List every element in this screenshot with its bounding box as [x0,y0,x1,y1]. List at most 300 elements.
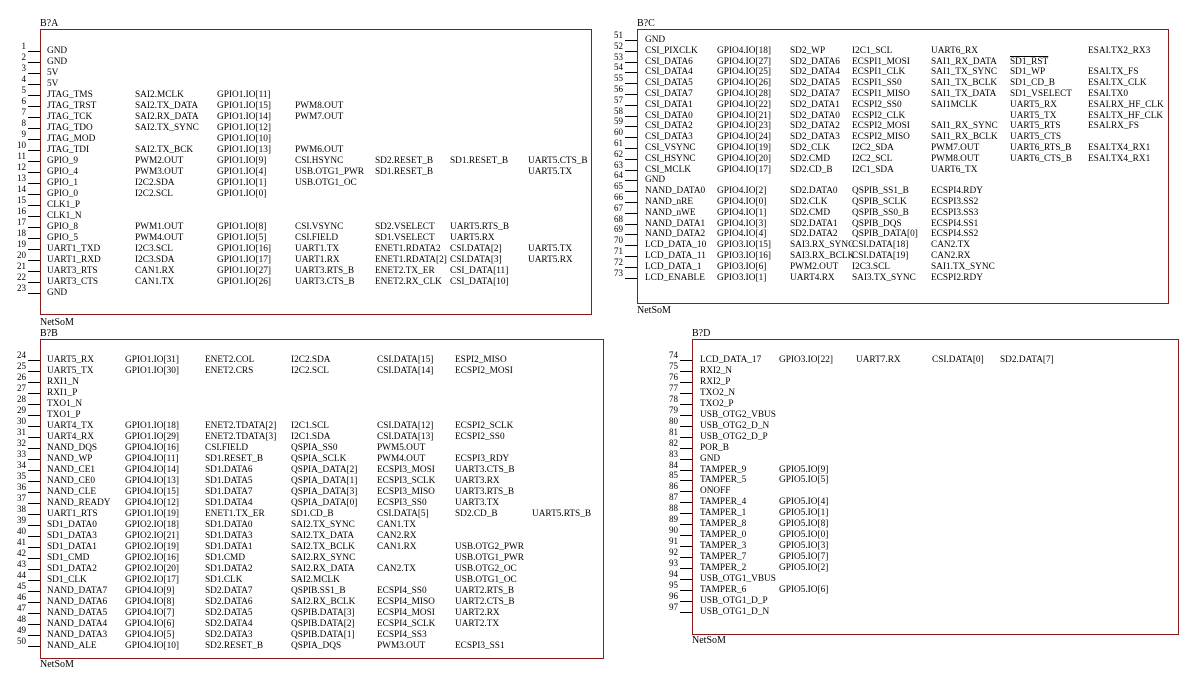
pin-signal-name: CSI_DATA1 [645,100,693,110]
pin-number: 20 [17,250,26,260]
pin-alt-function: CSI.FIELD [205,443,249,453]
pin-number: 44 [17,570,26,580]
pin-number: 60 [614,127,623,137]
pin-line [28,282,40,283]
pin-line [28,293,40,294]
pin-alt-function: GPIO1.IO[13] [217,145,271,155]
pin-line [28,205,40,206]
pin-alt-function: PWM3.OUT [135,167,184,177]
pin-alt-function: SD2.VSELECT [375,222,435,232]
pin-alt-function: SD2.DATA[7] [1000,355,1054,365]
pin-alt-function: GPIO3.IO[1] [717,273,767,283]
pin-alt-function: UART5_RX [1010,100,1057,110]
pin-signal-name: SD1_DATA1 [47,542,97,552]
pin-number: 43 [17,559,26,569]
pin-signal-name: RXI2_P [700,377,731,387]
pin-line [625,256,637,257]
pin-alt-function: GPIO1.IO[12] [217,123,271,133]
pin-alt-function: I2C1.SCL [291,421,329,431]
pin-signal-name: CSI_DATA7 [645,89,693,99]
pin-alt-function: ENET1.TX_ER [205,509,265,519]
pin-alt-function: PWM8.OUT [931,154,980,164]
pin-signal-name: GPIO_0 [47,189,78,199]
pin-line [28,624,40,625]
pin-signal-name: UART3_RTS [47,266,98,276]
pin-line [28,194,40,195]
pin-alt-function: GPIO1.IO[29] [125,432,179,442]
pin-number: 96 [669,591,678,601]
pin-signal-name: NAND_DATA0 [645,186,706,196]
pin-signal-name: GND [645,175,666,185]
pin-alt-function: ENET2.COL [205,355,255,365]
pin-line [680,568,692,569]
pin-signal-name: 5V [47,68,59,78]
pin-alt-function: SD1_RST [1010,57,1049,67]
pin-number: 40 [17,526,26,536]
pin-line [28,172,40,173]
pin-alt-function: ECSPI3_SS1 [455,641,505,651]
pin-signal-name: TXO2_N [700,388,736,398]
pin-alt-function: GPIO5.IO[5] [779,475,829,485]
pin-signal-name: TXO1_N [47,399,83,409]
pin-alt-function: SD1.RESET_B [205,454,264,464]
pin-line [680,579,692,580]
pin-alt-function: QSPIB.SS1_B [291,586,346,596]
pin-signal-name: 5V [47,79,59,89]
pin-alt-function: SD2_DATA1 [790,100,840,110]
pin-line [28,62,40,63]
pin-signal-name: JTAG_TRST [47,101,97,111]
pin-alt-function: GPIO5.IO[4] [779,497,829,507]
pin-alt-function: GPIO4.IO[27] [717,57,771,67]
pin-alt-function: SD1.DATA6 [205,465,253,475]
pin-signal-name: POR_B [700,443,729,453]
pin-number: 52 [614,41,623,51]
pin-alt-function: GPIO4.IO[1] [717,208,767,218]
pin-alt-function: SD2_DATA7 [790,89,840,99]
pin-signal-name: RXI1_P [47,388,78,398]
pin-alt-function: ESAI.TX4_RX1 [1088,154,1151,164]
pin-alt-function: GPIO5.IO[8] [779,519,829,529]
pin-line [625,278,637,279]
pin-alt-function: ENET2.TDATA[2] [205,421,277,431]
pin-alt-function: ECSPI2_CLK [852,111,906,121]
pin-alt-function: SD2.CLK [790,197,828,207]
pin-alt-function: SD2.RESET_B [205,641,264,651]
pin-line [28,139,40,140]
pin-alt-function: PWM4.OUT [135,233,184,243]
pin-alt-function: GPIO3.IO[15] [717,240,771,250]
pin-signal-name: UART1_TXD [47,244,101,254]
pin-alt-function: QSPIA_SS0 [291,443,338,453]
pin-line [28,227,40,228]
pin-alt-function: PWM5.OUT [377,443,426,453]
pin-number: 61 [614,138,623,148]
pin-alt-function: PWM6.OUT [295,145,344,155]
pin-signal-name: NAND_DATA2 [645,229,706,239]
pin-number: 87 [669,492,678,502]
pin-signal-name: NAND_DATA4 [47,619,108,629]
pin-alt-function: GPIO5.IO[9] [779,465,829,475]
pin-signal-name: GND [700,454,721,464]
pin-line [680,448,692,449]
pin-signal-name: GND [47,288,68,298]
pin-line [28,580,40,581]
pin-number: 25 [17,361,26,371]
pin-number: 85 [669,470,678,480]
pin-alt-function: USB.OTG1_PWR [295,167,364,177]
pin-line [28,404,40,405]
pin-alt-function: I2C1_SDA [852,165,894,175]
pin-alt-function: SAI2.TX_BCLK [291,542,355,552]
pin-alt-function: SAI1_TX_BCLK [931,78,998,88]
pin-alt-function: GPIO4.IO[22] [717,100,771,110]
pin-alt-function: SAI2.RX_DATA [135,112,199,122]
pin-number: 50 [17,636,26,646]
pin-number: 30 [17,416,26,426]
pin-line [28,382,40,383]
pin-number: 47 [17,603,26,613]
pin-alt-function: ECSPI3_SCLK [377,476,436,486]
pin-signal-name: UART3_CTS [47,277,99,287]
pin-signal-name: UART4_RX [47,432,94,442]
pin-signal-name: NAND_DATA6 [47,597,108,607]
pin-alt-function: ESPI2_MISO [455,355,507,365]
pin-alt-function: GPIO1.IO[16] [217,244,271,254]
pin-signal-name: NAND_DQS [47,443,98,453]
pin-line [625,180,637,181]
pin-alt-function: I2C3.SDA [135,255,175,265]
pin-number: 57 [614,95,623,105]
pin-line [28,459,40,460]
pin-number: 69 [614,224,623,234]
pin-alt-function: ECSPI2_SS0 [852,100,902,110]
pin-number: 41 [17,537,26,547]
pin-alt-function: ESAI.RX_HF_CLK [1088,100,1164,110]
pin-alt-function: GPIO1.IO[18] [125,421,179,431]
pin-alt-function: ECSPI3_MISO [377,487,435,497]
block-c-footer: NetSoM [637,305,671,316]
pin-number: 32 [17,438,26,448]
pin-alt-function: SAI1.TX_SYNC [931,262,995,272]
pin-number: 4 [21,74,26,84]
pin-line [28,437,40,438]
pin-number: 10 [17,140,26,150]
pin-number: 2 [21,52,26,62]
pin-signal-name: CSI_DATA0 [645,111,693,121]
pin-number: 34 [17,460,26,470]
pin-line [625,51,637,52]
pin-alt-function: CAN2.TX [931,240,970,250]
pin-alt-function: UART5.RX [450,233,495,243]
pin-alt-function: SD2.DATA4 [205,619,253,629]
pin-alt-function: GPIO4.IO[16] [125,443,179,453]
pin-number: 86 [669,481,678,491]
pin-alt-function: ESAI.TX_HF_CLK [1088,111,1164,121]
pin-alt-function: GPIO3.IO[16] [717,251,771,261]
pin-line [680,590,692,591]
pin-signal-name: GPIO_8 [47,222,78,232]
pin-signal-name: NAND_ALE [47,641,97,651]
pin-signal-name: NAND_DATA3 [47,630,108,640]
pin-signal-name: TAMPER_7 [700,552,747,562]
pin-line [625,94,637,95]
pin-alt-function: SAI1_TX_DATA [931,89,997,99]
pin-alt-function: ESAI.TX0 [1088,89,1129,99]
pin-line [625,126,637,127]
pin-alt-function: ECSPI4_MISO [377,597,435,607]
pin-alt-function: UART5.TX [528,167,573,177]
pin-alt-function: CSI.HSYNC [295,156,344,166]
pin-alt-function: QSPIA_DATA[0] [291,498,358,508]
pin-alt-function: GPIO1.IO[15] [217,101,271,111]
pin-alt-function: USB.OTG1_OC [455,575,517,585]
pin-number: 26 [17,372,26,382]
pin-alt-function: GPIO4.IO[14] [125,465,179,475]
pin-signal-name: GPIO_5 [47,233,78,243]
pin-alt-function: I2C1.SDA [291,432,331,442]
pin-alt-function: SAI2.TX_SYNC [135,123,199,133]
block-d-footer: NetSoM [692,635,726,646]
pin-line [28,525,40,526]
pin-alt-function: PWM7.OUT [295,112,344,122]
pin-line [680,404,692,405]
pin-alt-function: GPIO1.IO[10] [217,134,271,144]
pin-number: 58 [614,106,623,116]
pin-number: 12 [17,162,26,172]
pin-line [28,613,40,614]
pin-alt-function: GPIO4.IO[23] [717,121,771,131]
pin-alt-function: GPIO1.IO[17] [217,255,271,265]
pin-line [28,260,40,261]
pin-alt-function: GPIO2.IO[17] [125,575,179,585]
pin-alt-function: GPIO4.IO[9] [125,586,175,596]
pin-number: 8 [21,118,26,128]
pin-line [28,415,40,416]
pin-alt-function: GPIO2.IO[16] [125,553,179,563]
pin-line [680,437,692,438]
pin-number: 53 [614,52,623,62]
pin-alt-function: GPIO4.IO[3] [717,219,767,229]
pin-alt-function: I2C2.SCL [291,366,329,376]
pin-alt-function: SAI2.TX_DATA [135,101,199,111]
pin-alt-function: GPIO4.IO[6] [125,619,175,629]
pin-alt-function: SD2_CLK [790,143,830,153]
pin-number: 95 [669,580,678,590]
pin-number: 27 [17,383,26,393]
block-c-designator: B?C [637,18,655,29]
pin-alt-function: GPIO4.IO[15] [125,487,179,497]
pin-alt-function: UART1.RX [295,255,340,265]
pin-number: 84 [669,460,678,470]
pin-alt-function: ECSPI3_RDY [455,454,510,464]
pin-alt-function: GPIO1.IO[0] [217,189,267,199]
pin-number: 18 [17,228,26,238]
pin-alt-function: ECSPI2_SCLK [455,421,514,431]
pin-alt-function: ECSPI3_MOSI [377,465,435,475]
pin-number: 88 [669,503,678,513]
pin-alt-function: UART3.RX [455,476,500,486]
pin-alt-function: ESAI.TX_CLK [1088,78,1147,88]
block-a-footer: NetSoM [40,317,74,328]
pin-alt-function: ESAI.RX_FS [1088,121,1139,131]
pin-alt-function: PWM2.OUT [790,262,839,272]
pin-alt-function: UART2.CTS_B [455,597,515,607]
pin-alt-function: UART7.RX [856,355,901,365]
block-d-box[interactable] [692,339,1179,635]
pin-alt-function: GPIO4.IO[26] [717,78,771,88]
pin-line [625,148,637,149]
pin-signal-name: USB_OTG1_D_N [700,607,770,617]
pin-alt-function: ECSPI1_CLK [852,67,906,77]
pin-alt-function: USB.OTG1_OC [295,178,357,188]
pin-signal-name: TAMPER_3 [700,541,747,551]
pin-number: 45 [17,581,26,591]
pin-alt-function: SD2_WP [790,46,826,56]
pin-signal-name: JTAG_TCK [47,112,93,122]
pin-number: 97 [669,602,678,612]
pin-alt-function: ECSPI2_MOSI [852,121,910,131]
pin-alt-function: CAN1.RX [377,542,417,552]
pin-alt-function: SAI2.RX_BCLK [291,597,356,607]
pin-number: 78 [669,394,678,404]
pin-number: 90 [669,525,678,535]
pin-alt-function: GPIO4.IO[5] [125,630,175,640]
pin-alt-function: UART5_TX [1010,111,1057,121]
pin-alt-function: I2C3.SCL [852,262,890,272]
pin-number: 49 [17,625,26,635]
pin-signal-name: CLK1_N [47,211,82,221]
pin-alt-function: SD1.RESET_B [375,167,434,177]
pin-alt-function: UART6_RTS_B [1010,143,1072,153]
pin-alt-function: GPIO5.IO[7] [779,552,829,562]
pin-alt-function: UART3.CTS_B [455,465,515,475]
pin-line [625,170,637,171]
pin-signal-name: UART1_RXD [47,255,101,265]
pin-alt-function: SD2_DATA4 [790,67,840,77]
pin-alt-function: SAI3.RX_SYNC [790,240,855,250]
pin-alt-function: CSI.VSYNC [295,222,344,232]
pin-alt-function: GPIO4.IO[13] [125,476,179,486]
pin-number: 37 [17,493,26,503]
pin-line [680,535,692,536]
pin-line [28,602,40,603]
pin-alt-function: GPIO4.IO[12] [125,498,179,508]
pin-alt-function: GPIO5.IO[1] [779,508,829,518]
pin-number: 67 [614,203,623,213]
pin-alt-function: SAI1_TX_SYNC [931,67,998,77]
pin-alt-function: CSI.DATA[12] [377,421,434,431]
pin-line [625,116,637,117]
pin-signal-name: USB_OTG2_VBUS [700,410,776,420]
pin-alt-function: UART2.RX [455,608,500,618]
pin-signal-name: GND [47,46,68,56]
pin-alt-function: GPIO1.IO[30] [125,366,179,376]
pin-number: 92 [669,547,678,557]
pin-alt-function: UART2.RTS_B [455,586,515,596]
pin-line [625,159,637,160]
pin-line [28,514,40,515]
pin-alt-function: I2C1_SCL [852,46,893,56]
pin-signal-name: SD1_CMD [47,553,90,563]
pin-number: 13 [17,173,26,183]
pin-alt-function: UART2.TX [455,619,500,629]
pin-alt-function: SD1.DATA0 [205,520,253,530]
pin-line [28,128,40,129]
pin-signal-name: UART4_TX [47,421,94,431]
pin-alt-function: SD1.CLK [205,575,243,585]
pin-number: 23 [17,283,26,293]
pin-alt-function: UART3.RTS_B [295,266,355,276]
pin-alt-function: GPIO4.IO[2] [717,186,767,196]
block-a-designator: B?A [40,18,59,29]
pin-alt-function: GPIO4.IO[18] [717,46,771,56]
pin-number: 94 [669,569,678,579]
pin-alt-function: GPIO4.IO[24] [717,132,771,142]
pin-signal-name: GPIO_9 [47,156,78,166]
pin-number: 59 [614,116,623,126]
pin-alt-function: I2C2.SCL [135,189,173,199]
pin-number: 14 [17,184,26,194]
pin-line [625,72,637,73]
pin-alt-function: UART4.RX [790,273,835,283]
pin-alt-function: ECSPI4.SS2 [931,229,979,239]
pin-alt-function: ECSPI1_MOSI [852,57,910,67]
pin-signal-name: USB_OTG2_D_N [700,421,770,431]
pin-signal-name: TAMPER_4 [700,497,747,507]
pin-number: 80 [669,416,678,426]
pin-alt-function: GPIO4.IO[4] [717,229,767,239]
pin-alt-function: QSPIB.DATA[2] [291,619,355,629]
pin-signal-name: NAND_nRE [645,197,694,207]
pin-alt-function: QSPIA_DQS [291,641,342,651]
pin-alt-function: SAI1_RX_BCLK [931,132,998,142]
pin-alt-function: ENET2.RX_CLK [375,277,442,287]
pin-alt-function: SD2.DATA2 [790,229,838,239]
pin-alt-function: QSPIB_SS0_B [852,208,909,218]
pin-signal-name: NAND_nWE [645,208,696,218]
pin-line [28,106,40,107]
pin-signal-name: CSI_DATA3 [645,132,693,142]
pin-alt-function: CSI.DATA[5] [377,509,429,519]
pin-alt-function: ECSPI4.RDY [931,186,983,196]
pin-alt-function: CSI_DATA[10] [450,277,509,287]
pin-signal-name: NAND_DATA1 [645,219,706,229]
pin-signal-name: TAMPER_2 [700,563,747,573]
pin-alt-function: SD2_DATA6 [790,57,840,67]
pin-alt-function: ENET1.RDATA2 [375,244,441,254]
pin-alt-function: ENET1.RDATA[2] [375,255,447,265]
pin-line [680,393,692,394]
pin-signal-name: TXO2_P [700,399,734,409]
pin-line [28,51,40,52]
pin-alt-function: GPIO1.IO[11] [217,90,271,100]
pin-line [680,480,692,481]
pin-alt-function: GPIO5.IO[2] [779,563,829,573]
pin-alt-function: SD1_WP [1010,67,1046,77]
pin-number: 17 [17,217,26,227]
pin-signal-name: LCD_DATA_1 [645,262,702,272]
pin-number: 91 [669,536,678,546]
pin-alt-function: SAI2.TX_DATA [291,531,355,541]
pin-line [680,524,692,525]
pin-line [28,150,40,151]
block-d-designator: B?D [692,328,711,339]
pin-signal-name: CLK1_P [47,200,81,210]
pin-alt-function: GPIO5.IO[6] [779,585,829,595]
pin-line [680,426,692,427]
pin-line [625,83,637,84]
